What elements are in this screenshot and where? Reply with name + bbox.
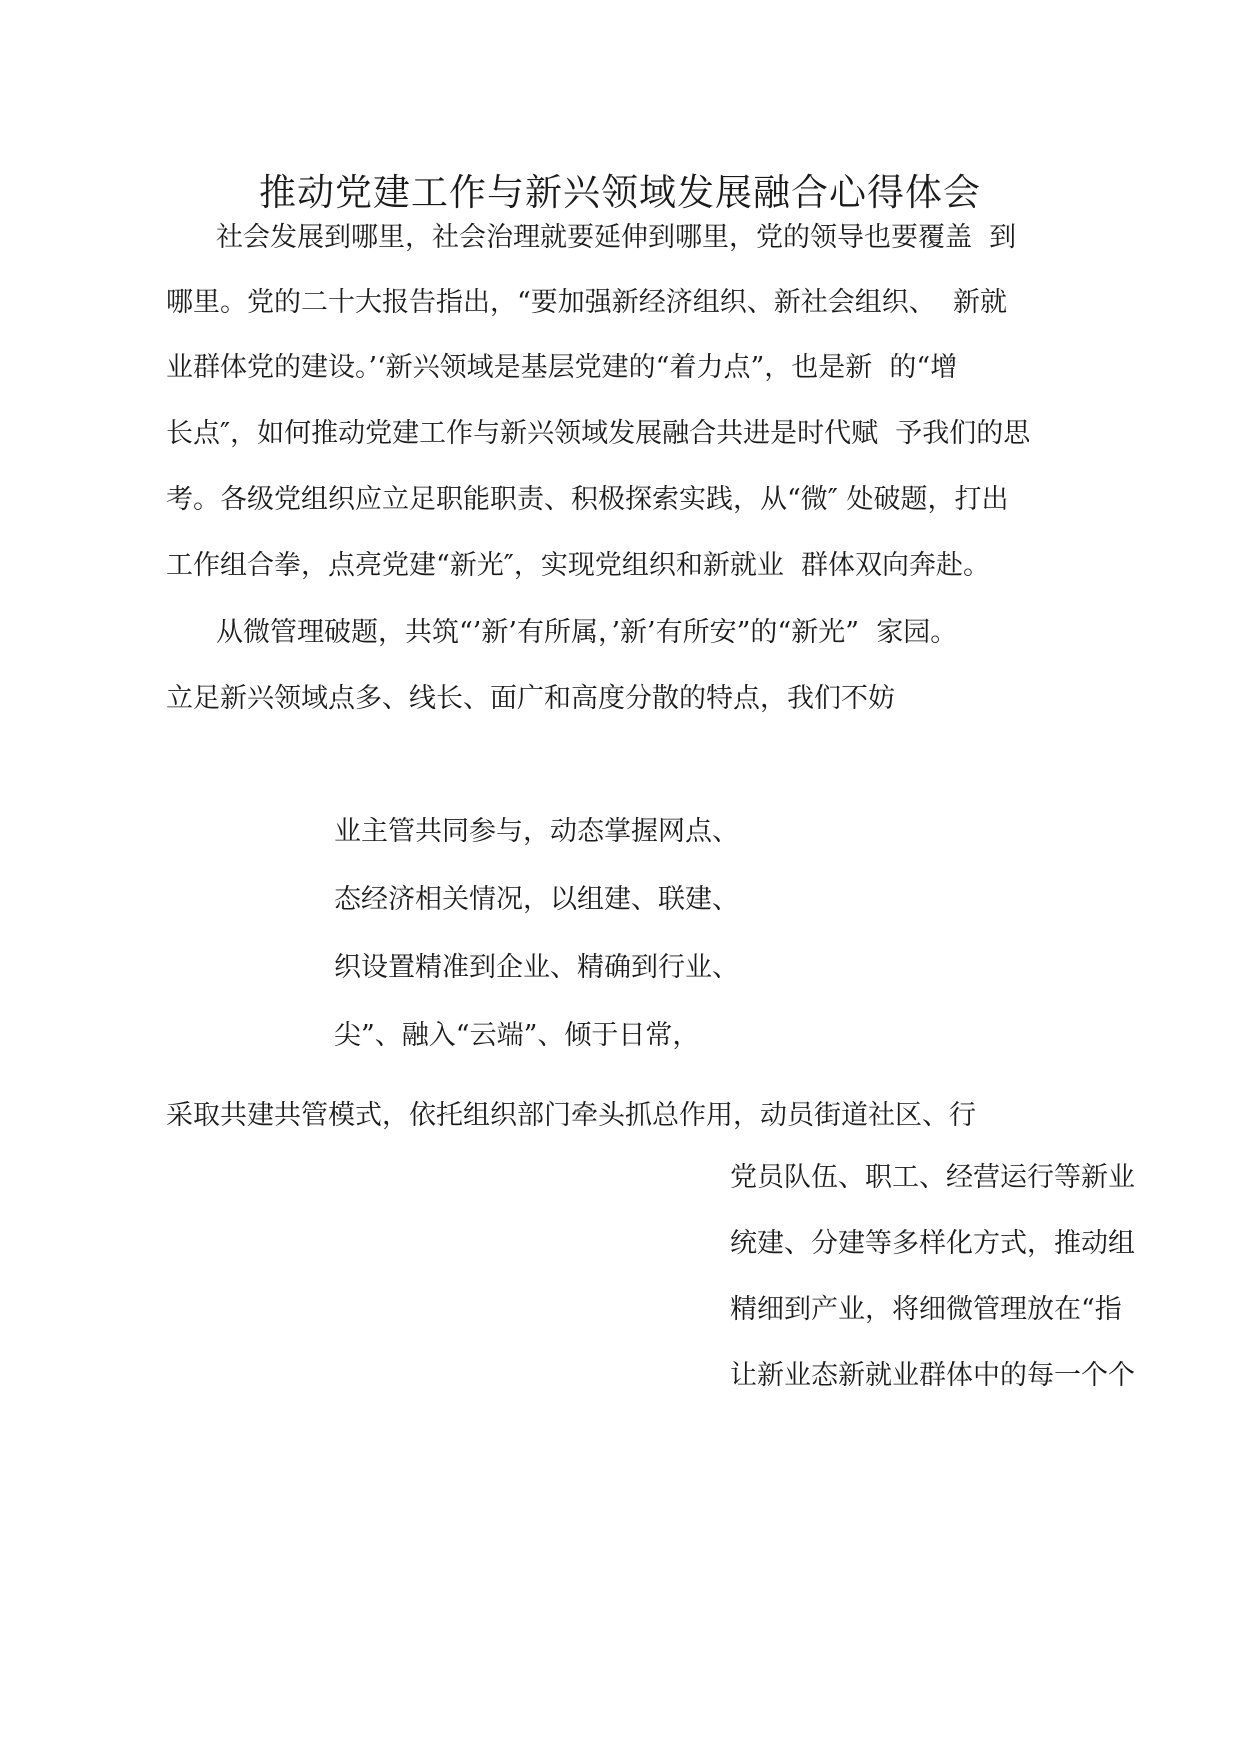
paragraph-1-line-6: 工作组合拳，点亮党建“新光″，实现党组织和新就业 群体双向奔赴。 [166,550,991,581]
right-column-line-3: 精细到产业，将细微管理放在“指 [730,1294,1122,1325]
full-width-line: 采取共建共管模式，依托组织部门牵头抓总作用，动员街道社区、行 [166,1100,976,1131]
document-title: 推动党建工作与新兴领域发展融合心得体会 [259,171,981,214]
paragraph-2-line-2: 立足新兴领域点多、线长、面广和高度分散的特点，我们不妨 [166,683,895,714]
right-column-line-4: 让新业态新就业群体中的每一个个 [730,1360,1135,1391]
paragraph-2-line-1: 从微管理破题，共筑“’新’有所属，’新’有所安”的“新光” 家园。 [216,617,958,648]
middle-column-line-1: 业主管共同参与，动态掌握网点、 [334,816,739,847]
paragraph-1-line-5: 考。各级党组织应立足职能职责、积极探索实践，从“微″ 处破题，打出 [166,484,1009,515]
middle-column-line-3: 织设置精准到企业、精确到行业、 [334,952,739,983]
paragraph-1-line-2: 哪里。党的二十大报告指出，“要加强新经济组织、新社会组织、 新就 [166,287,1007,318]
middle-column-line-2: 态经济相关情况，以组建、联建、 [334,884,739,915]
paragraph-1-line-3: 业群体党的建设。’‘新兴领域是基层党建的“着力点”，也是新 的“增 [166,352,958,383]
paragraph-1-line-4: 长点″，如何推动党建工作与新兴领域发展融合共进是时代赋 予我们的思 [166,418,1031,449]
paragraph-1-line-1: 社会发展到哪里，社会治理就要延伸到哪里，党的领导也要覆盖 到 [216,222,1017,253]
right-column-line-2: 统建、分建等多样化方式，推动组 [730,1228,1135,1259]
right-column-line-1: 党员队伍、职工、经营运行等新业 [730,1162,1135,1193]
middle-column-line-4: 尖”、融入“云端”、倾于日常， [334,1020,700,1051]
